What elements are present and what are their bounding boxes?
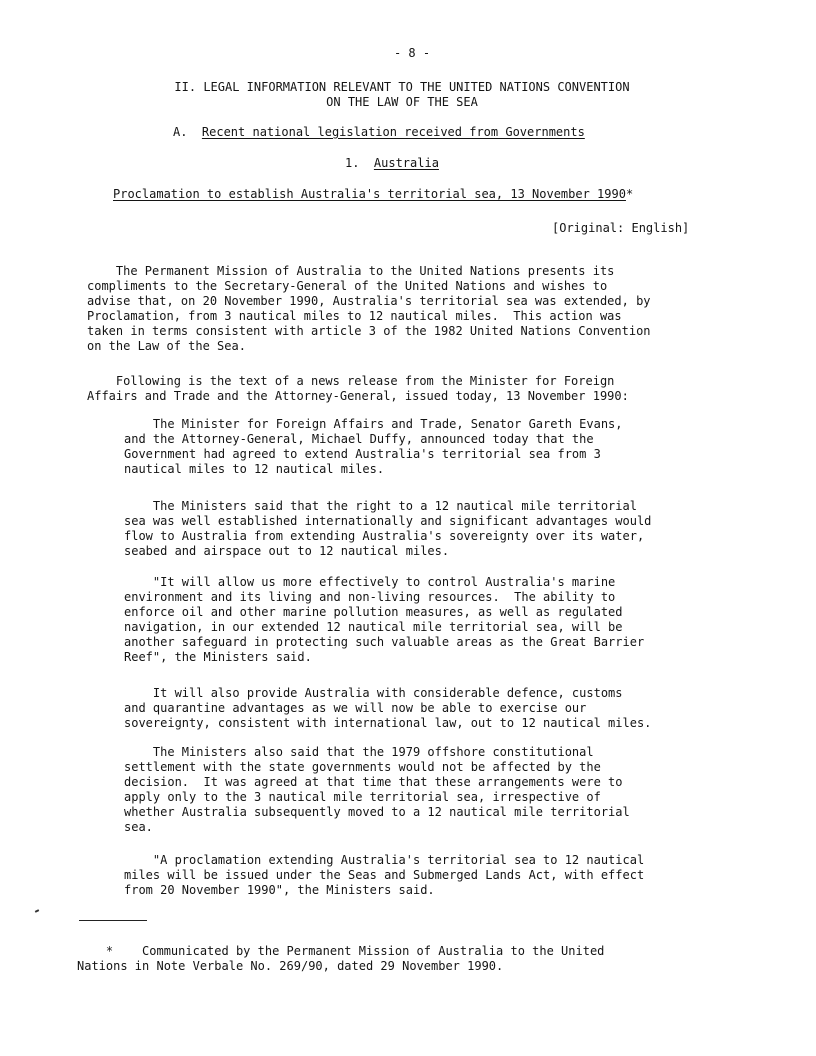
paragraph-line: settlement with the state governments would not be affected by the xyxy=(124,760,601,774)
intro-paragraph xyxy=(87,264,651,354)
paragraph-line: whether Australia subsequently moved to a 12 nautical mile territorial xyxy=(124,805,630,819)
section-a-heading xyxy=(173,125,585,140)
paragraph-line: Proclamation, from 3 nautical miles to 12 nautical miles. This action was xyxy=(87,309,622,323)
paragraph-line: and quarantine advantages as we will now be able to exercise our xyxy=(124,701,587,715)
paragraph-line: sovereignty, consistent with international law, out to 12 nautical miles. xyxy=(124,716,652,730)
paragraph-line: compliments to the Secretary-General of the United Nations and wishes to xyxy=(87,279,608,293)
paragraph-line: "A proclamation extending Australia's territorial sea to 12 nautical xyxy=(124,853,645,867)
scan-speck xyxy=(35,909,39,913)
paragraph-line: sea. xyxy=(124,820,153,834)
country-heading xyxy=(345,156,439,171)
footnote-marker: * xyxy=(625,187,634,201)
quoted-paragraph xyxy=(124,499,651,559)
paragraph-line: Following is the text of a news release from the Minister for Foreign xyxy=(87,374,615,388)
proclamation-title-text: Proclamation to establish Australia's territorial sea, 13 November 1990 xyxy=(113,187,626,201)
footnote xyxy=(77,944,604,974)
original-language-note: [Original: English] xyxy=(552,221,690,235)
section-a-label: A. xyxy=(173,125,188,139)
country-label: 1. xyxy=(345,156,360,170)
paragraph-line: on the Law of the Sea. xyxy=(87,339,246,353)
paragraph-line: apply only to the 3 nautical mile territorial sea, irrespective of xyxy=(124,790,601,804)
paragraph-line: Reef", the Ministers said. xyxy=(124,650,312,664)
quoted-paragraph xyxy=(124,745,630,835)
footnote-line: Nations in Note Verbale No. 269/90, dated 29 November 1990. xyxy=(77,959,504,973)
paragraph-line: taken in terms consistent with article 3 of the 1982 United Nations Convention xyxy=(87,324,651,338)
proclamation-title xyxy=(113,187,633,202)
paragraph-line: It will also provide Australia with considerable defence, customs xyxy=(124,686,623,700)
paragraph-line: environment and its living and non-living resources. The ability to xyxy=(124,590,616,604)
paragraph-line: advise that, on 20 November 1990, Australia's territorial sea was extended, by xyxy=(87,294,651,308)
paragraph-line: another safeguard in protecting such valuable areas as the Great Barrier xyxy=(124,635,645,649)
paragraph-line: The Minister for Foreign Affairs and Trade, Senator Gareth Evans, xyxy=(124,417,623,431)
paragraph-line: miles will be issued under the Seas and Submerged Lands Act, with effect xyxy=(124,868,645,882)
paragraph-line: nautical miles to 12 nautical miles. xyxy=(124,462,385,476)
paragraph-line: "It will allow us more effectively to control Australia's marine xyxy=(124,575,616,589)
quoted-paragraph xyxy=(124,853,644,898)
paragraph-line: The Ministers also said that the 1979 offshore constitutional xyxy=(124,745,594,759)
paragraph-line: The Ministers said that the right to a 12 nautical mile territorial xyxy=(124,499,637,513)
paragraph-line: enforce oil and other marine pollution measures, as well as regulated xyxy=(124,605,623,619)
footnote-line: * Communicated by the Permanent Mission of Australia to the United xyxy=(77,944,605,958)
paragraph-line: decision. It was agreed at that time that these arrangements were to xyxy=(124,775,623,789)
chapter-heading-line-2: ON THE LAW OF THE SEA xyxy=(326,95,478,109)
paragraph-line: seabed and airspace out to 12 nautical miles. xyxy=(124,544,450,558)
quoted-paragraph xyxy=(124,575,644,665)
paragraph-line: Affairs and Trade and the Attorney-General, issued today, 13 November 1990: xyxy=(87,389,629,403)
paragraph-line: sea was well established internationally and significant advantages would xyxy=(124,514,652,528)
paragraph-line: The Permanent Mission of Australia to the United Nations presents its xyxy=(87,264,615,278)
paragraph-line: flow to Australia from extending Australia's sovereignty over its water, xyxy=(124,529,645,543)
country-name: Australia xyxy=(373,156,439,170)
chapter-heading-line-1: II. LEGAL INFORMATION RELEVANT TO THE UNITED NATIONS CONVENTION xyxy=(174,80,630,94)
paragraph-line: and the Attorney-General, Michael Duffy, announced today that the xyxy=(124,432,594,446)
section-a-title: Recent national legislation received from Governments xyxy=(201,125,585,139)
page-number: - 8 - xyxy=(393,46,431,60)
paragraph-line: Government had agreed to extend Australia's territorial sea from 3 xyxy=(124,447,601,461)
paragraph-line: from 20 November 1990", the Ministers said. xyxy=(124,883,435,897)
news-release-intro-paragraph xyxy=(87,374,629,404)
quoted-paragraph xyxy=(124,417,623,477)
footnote-separator xyxy=(79,920,147,921)
paragraph-line: navigation, in our extended 12 nautical mile territorial sea, will be xyxy=(124,620,623,634)
quoted-paragraph xyxy=(124,686,651,731)
